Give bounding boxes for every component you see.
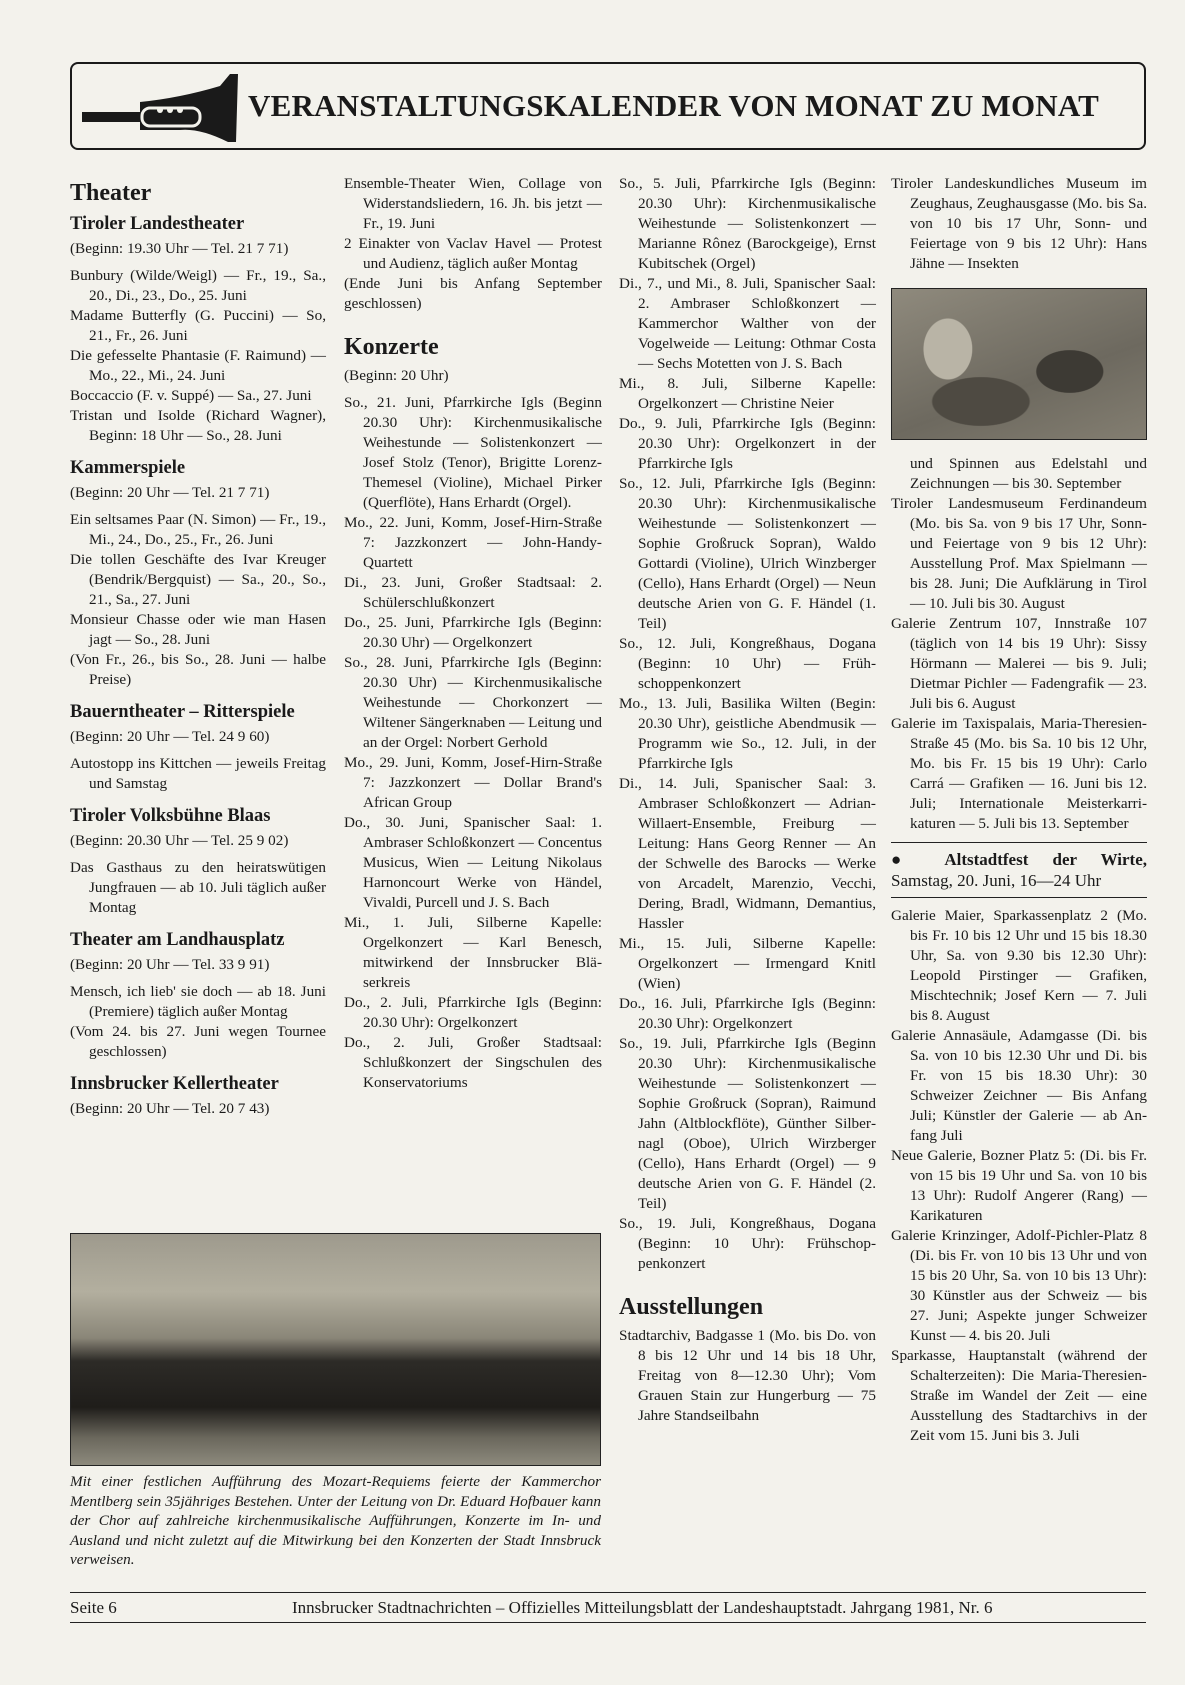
event-entry: Die tollen Geschäfte des Ivar Kreuger (Bendrik/Bergquist) — Sa., 20., So., 21., Sa., 27. Juni [70, 551, 326, 608]
event-entry: So., 28. Juni, Pfarrkirche Igls (Beginn: 20.30 Uhr) — Kirchenmusikalische Weihestunde — Chorkonzert — Wiltener Sängerknaben — Leitung und an der Orgel: Norbert Gerhold [344, 654, 602, 751]
event-entry: Di., 14. Juli, Spanischer Saal: 3. Ambraser Schloßkonzert — Adrian-Willaert-Ensemble, Freiburg — Leitung: Hans Georg Renner — An der Schwelle des Barocks — Werke von Arcadelt, Marenzio, Vecchi, Dering, Bradl, Widmann, Demantius, Hassler [619, 775, 876, 932]
event-entry: Tiroler Landesmuseum Ferdinandeum (Mo. bis Sa. von 9 bis 17 Uhr, Sonn- und Feiertage von 9 bis 12 Uhr): Ausstellung Prof. Max Spielmann — bis 28. Juni; Die Aufklärung in Tirol — 10. Juli bis 30. August [891, 495, 1147, 612]
venue-info: (Beginn: 19.30 Uhr — Tel. 21 7 71) [70, 240, 289, 257]
event-entry: So., 12. Juli, Pfarrkirche Igls (Beginn: 20.30 Uhr): Kirchenmusikalische Weihestunde — Solistenkonzert — Sophie Großruck Sopran), Waldo Gottardi (Violine), Ulrich Winzberger (Cello), Hans Erhardt (Orgel) — Neun deutsche Arien von G. F. Händel (1. Teil) [619, 475, 876, 632]
event-entry: Mo., 22. Juni, Komm, Josef-Hirn-Straße 7: Jazzkonzert — John-Handy-Quartett [344, 514, 602, 571]
event-entry: So., 19. Juli, Pfarrkirche Igls (Beginn 20.30 Uhr): Kirchenmusikalische Weihestunde — Solistenkonzert — Sophie Großruck (Sopran), Raimund Jahn (Altblockflöte), Günther Silbernagl (Oboe), Ulrich Wirzberger (Cello), Hans Erhardt (Orgel) — 9 deutsche Arien von G. F. Händel (2. Teil) [619, 1035, 876, 1212]
event-entry: Neue Galerie, Bozner Platz 5: (Di. bis Fr. von 15 bis 19 Uhr und Sa. von 10 bis 13 Uhr): Rudolf Angerer (Rang) — Karikaturen [891, 1147, 1147, 1224]
venue-info: (Beginn: 20 Uhr — Tel. 21 7 71) [70, 484, 270, 501]
event-entry: Do., 2. Juli, Pfarrkirche Igls (Beginn: 20.30 Uhr): Orgelkonzert [344, 994, 602, 1031]
event-entry: Bunbury (Wilde/Weigl) — Fr., 19., Sa., 20., Di., 23., Do., 25. Juni [70, 267, 326, 304]
venue-heading: Kammerspiele [70, 458, 186, 478]
event-entry: Monsieur Chasse oder wie man Hasen jagt — So., 28. Juni [70, 611, 326, 648]
event-entry: Ein seltsames Paar (N. Simon) — Fr., 19., Mi., 24., Do., 25., Fr., 26. Juni [70, 511, 326, 548]
event-entry: Galerie Annasäule, Adamgasse (Di. bis Sa. von 10 bis 12.30 Uhr und Di. bis Fr. von 15 bis 18.30 Uhr): 30 Schweizer Zeichner — Bis Anfang Juli; Künstler der Galerie — ab Anfang Juli [891, 1027, 1147, 1144]
footer-divider [70, 1592, 1146, 1593]
section-heading: Konzerte [344, 334, 439, 360]
section-heading: Theater [70, 180, 152, 206]
event-entry: Do., 2. Juli, Großer Stadtsaal: Schlußkonzert der Singschulen des Konservatoriums [344, 1034, 602, 1091]
event-entry: Mi., 8. Juli, Silberne Kapelle: Orgelkonzert — Christine Neier [619, 375, 876, 412]
event-entry: Boccaccio (F. v. Suppé) — Sa., 27. Juni [70, 387, 312, 404]
venue-info: (Beginn: 20 Uhr) [344, 367, 449, 384]
event-entry: Das Gasthaus zu den heiratswütigen Jungfrauen — ab 10. Juli täglich außer Montag [70, 859, 326, 916]
venue-heading: Tiroler Landestheater [70, 214, 245, 234]
highlight-title: ● Altstadtfest der Wirte, [891, 850, 1147, 869]
highlight-date: Samstag, 20. Juni, 16—24 Uhr [891, 871, 1102, 890]
column-2 [344, 174, 602, 1093]
choir-photo [70, 1233, 601, 1466]
page-header [70, 62, 1146, 150]
column-3 [619, 174, 876, 1426]
event-entry: Mi., 1. Juli, Silberne Kapelle: Orgelkonzert — Karl Benesch, mitwirkend der Innsbrucker Bläserkreis [344, 914, 602, 991]
event-entry: Ensemble-Theater Wien, Collage von Widerstandsliedern, 16. Jh. bis jetzt — Fr., 19. Juni [344, 175, 602, 232]
event-entry: Madame Butterfly (G. Puccini) — So, 21., Fr., 26. Juni [70, 307, 326, 344]
event-entry: So., 5. Juli, Pfarrkirche Igls (Beginn: 20.30 Uhr): Kirchenmusikalische Weihestunde — Solistenkonzert — Marianne Rônez (Barockgeige), Ernst Kubitschek (Orgel) [619, 175, 876, 272]
event-entry: So., 21. Juni, Pfarrkirche Igls (Beginn 20.30 Uhr): Kirchenmusikalische Weihestunde — Solistenkonzert — Josef Stolz (Tenor), Brigitte Lorenz-Themesel (Violine), Michael Pirker (Querflöte), Hans Erhardt (Orgel). [344, 394, 602, 511]
event-entry: Autostopp ins Kittchen — jeweils Freitag und Samstag [70, 755, 326, 792]
page-title: VERANSTALTUNGSKALENDER VON MONAT ZU MONAT [248, 88, 1100, 123]
event-entry: Tristan und Isolde (Richard Wagner), Beginn: 18 Uhr — So., 28. Juni [70, 407, 326, 444]
event-entry: Mi., 15. Juli, Silberne Kapelle: Orgelkonzert — Irmengard Knitl (Wien) [619, 935, 876, 992]
event-entry: Mo., 29. Juni, Komm, Josef-Hirn-Straße 7: Jazzkonzert — Dollar Brand's African Group [344, 754, 602, 811]
event-entry: Tiroler Landeskundliches Museum im Zeughaus, Zeughausgasse (Mo. bis Sa. von 10 bis 17 Uhr, Sonn- und Feiertage von 9 bis 12 Uhr): Hans Jähne — Insekten [891, 175, 1147, 272]
event-entry: Do., 16. Juli, Pfarrkirche Igls (Beginn: 20.30 Uhr): Orgelkonzert [619, 995, 876, 1032]
insect-sculpture-photo [891, 288, 1147, 440]
page-number: Seite 6 [70, 1598, 117, 1617]
event-entry: Galerie Maier, Sparkassenplatz 2 (Mo. bis Fr. 10 bis 12 Uhr und 15 bis 18.30 Uhr, Sa. von 9.30 bis 12.30 Uhr): Leopold Pirstinger — Grafiken, Mischtechnik; Josef Kern — 7. Juli bis 8. August [891, 907, 1147, 1024]
event-entry: Mensch, ich lieb' sie doch — ab 18. Juni (Premiere) täglich außer Montag [70, 983, 326, 1020]
section-heading: Ausstellungen [619, 1294, 764, 1320]
event-entry: 2 Einakter von Vaclav Havel — Protest und Audienz, täglich außer Montag [344, 235, 602, 272]
event-entry: Mo., 13. Juli, Basilika Wilten (Begin: 20.30 Uhr), geistliche Abendmusik — Programm wie So., 12. Juli, in der Pfarrkirche Igls [619, 695, 876, 772]
venue-heading: Bauerntheater – Ritterspiele [70, 702, 295, 722]
venue-info: (Beginn: 20.30 Uhr — Tel. 25 9 02) [70, 832, 289, 849]
event-entry: Do., 30. Juni, Spanischer Saal: 1. Ambraser Schloßkonzert — Concentus Musicus, Wien — Leitung Nikolaus Harnoncourt Werke von Händel, Vivaldi, Purcell und J. S. Bach [344, 814, 602, 911]
event-entry: So., 12. Juli, Kongreßhaus, Dogana (Beginn: 10 Uhr) — Frühschoppenkonzert [619, 635, 876, 692]
venue-heading: Innsbrucker Kellertheater [70, 1074, 279, 1094]
footer-divider-bottom [70, 1622, 1146, 1623]
event-entry: Di., 23. Juni, Großer Stadtsaal: 2. Schülerschlußkonzert [344, 574, 602, 611]
highlight-box [891, 842, 1147, 898]
event-entry: Di., 7., und Mi., 8. Juli, Spanischer Saal: 2. Ambraser Schloßkonzert — Kammerchor Walther von der Vogelweide — Leitung: Othmar Costa — Sechs Motetten von J. S. Bach [619, 275, 876, 372]
event-entry: Do., 9. Juli, Pfarrkirche Igls (Beginn: 20.30 Uhr): Orgelkonzert in der Pfarrkirche Igls [619, 415, 876, 472]
event-entry: (Vom 24. bis 27. Juni wegen Tournee geschlossen) [70, 1023, 326, 1060]
venue-heading: Theater am Landhausplatz [70, 930, 285, 950]
event-entry: So., 19. Juli, Kongreßhaus, Dogana (Beginn: 10 Uhr): Frühschoppenkonzert [619, 1215, 876, 1272]
event-entry: Galerie Krinzinger, Adolf-Pichler-Platz 8 (Di. bis Fr. von 10 bis 13 Uhr und von 15 bis 20 Uhr, Sa. von 10 bis 13 Uhr): 30 Künstler aus der Schweiz — bis 27. Juni; Aspekte junger Schweizer Kunst — 4. bis 20. Juli [891, 1227, 1147, 1344]
event-note: (Ende Juni bis Anfang September geschlossen) [344, 275, 602, 312]
event-entry-continued: und Spinnen aus Edelstahl und Zeichnungen — bis 30. September [910, 455, 1147, 492]
event-entry: Die gefesselte Phantasie (F. Raimund) — Mo., 22., Mi., 24. Juni [70, 347, 326, 384]
tuba-icon [80, 68, 245, 146]
column-4 [891, 174, 1147, 1446]
venue-info: (Beginn: 20 Uhr — Tel. 24 9 60) [70, 728, 270, 745]
event-entry: Stadtarchiv, Badgasse 1 (Mo. bis Do. von 8 bis 12 Uhr und 14 bis 18 Uhr, Freitag von 8—12.30 Uhr); Vom Grauen Stain zur Hungerburg — 75 Jahre Standseilbahn [619, 1327, 876, 1424]
event-entry: Galerie im Taxispalais, Maria-Theresien-Straße 45 (Mo. bis Sa. 10 bis 12 Uhr, Mo. bis Fr. 15 bis 19 Uhr): Carlo Carrá — Grafiken — 16. Juni bis 12. Juli; Internationale Meisterkarrikaturen — 5. Juli bis 13. September [891, 715, 1147, 832]
event-entry: Do., 25. Juni, Pfarrkirche Igls (Beginn: 20.30 Uhr) — Orgelkonzert [344, 614, 602, 651]
column-1 [70, 174, 326, 1126]
venue-heading: Tiroler Volksbühne Blaas [70, 806, 271, 826]
publication-line: Innsbrucker Stadtnachrichten – Offizielles Mitteilungsblatt der Landeshauptstadt. Jahrgang 1981, Nr. 6 [292, 1598, 993, 1617]
photo-caption: Mit einer festlichen Aufführung des Mozart-Requiems feierte der Kammerchor Mentlberg sein 35jähriges Bestehen. Unter der Leitung von Dr. Eduard Hofbauer kann der Chor auf zahlreiche kirchenmusikalische Aufführungen, Konzerte im In- und Ausland und nicht zuletzt auf die Mitwirkung bei den Konzerten der Stadt Innsbruck verweisen. [70, 1473, 601, 1568]
venue-info: (Beginn: 20 Uhr — Tel. 33 9 91) [70, 956, 270, 973]
event-entry: (Von Fr., 26., bis So., 28. Juni — halbe Preise) [70, 651, 326, 688]
event-entry: Sparkasse, Hauptanstalt (während der Schalterzeiten): Die Maria-Theresien-Straße im Wandel der Zeit — eine Ausstellung des Stadtarchivs in der Zeit vom 15. Juni bis 3. Juli [891, 1347, 1147, 1444]
venue-info: (Beginn: 20 Uhr — Tel. 20 7 43) [70, 1100, 270, 1117]
event-entry: Galerie Zentrum 107, Innstraße 107 (täglich von 14 bis 19 Uhr): Sissy Hörmann — Malerei — bis 9. Juli; Dietmar Pichler — Fadengrafik — 23. Juli bis 6. August [891, 615, 1147, 712]
